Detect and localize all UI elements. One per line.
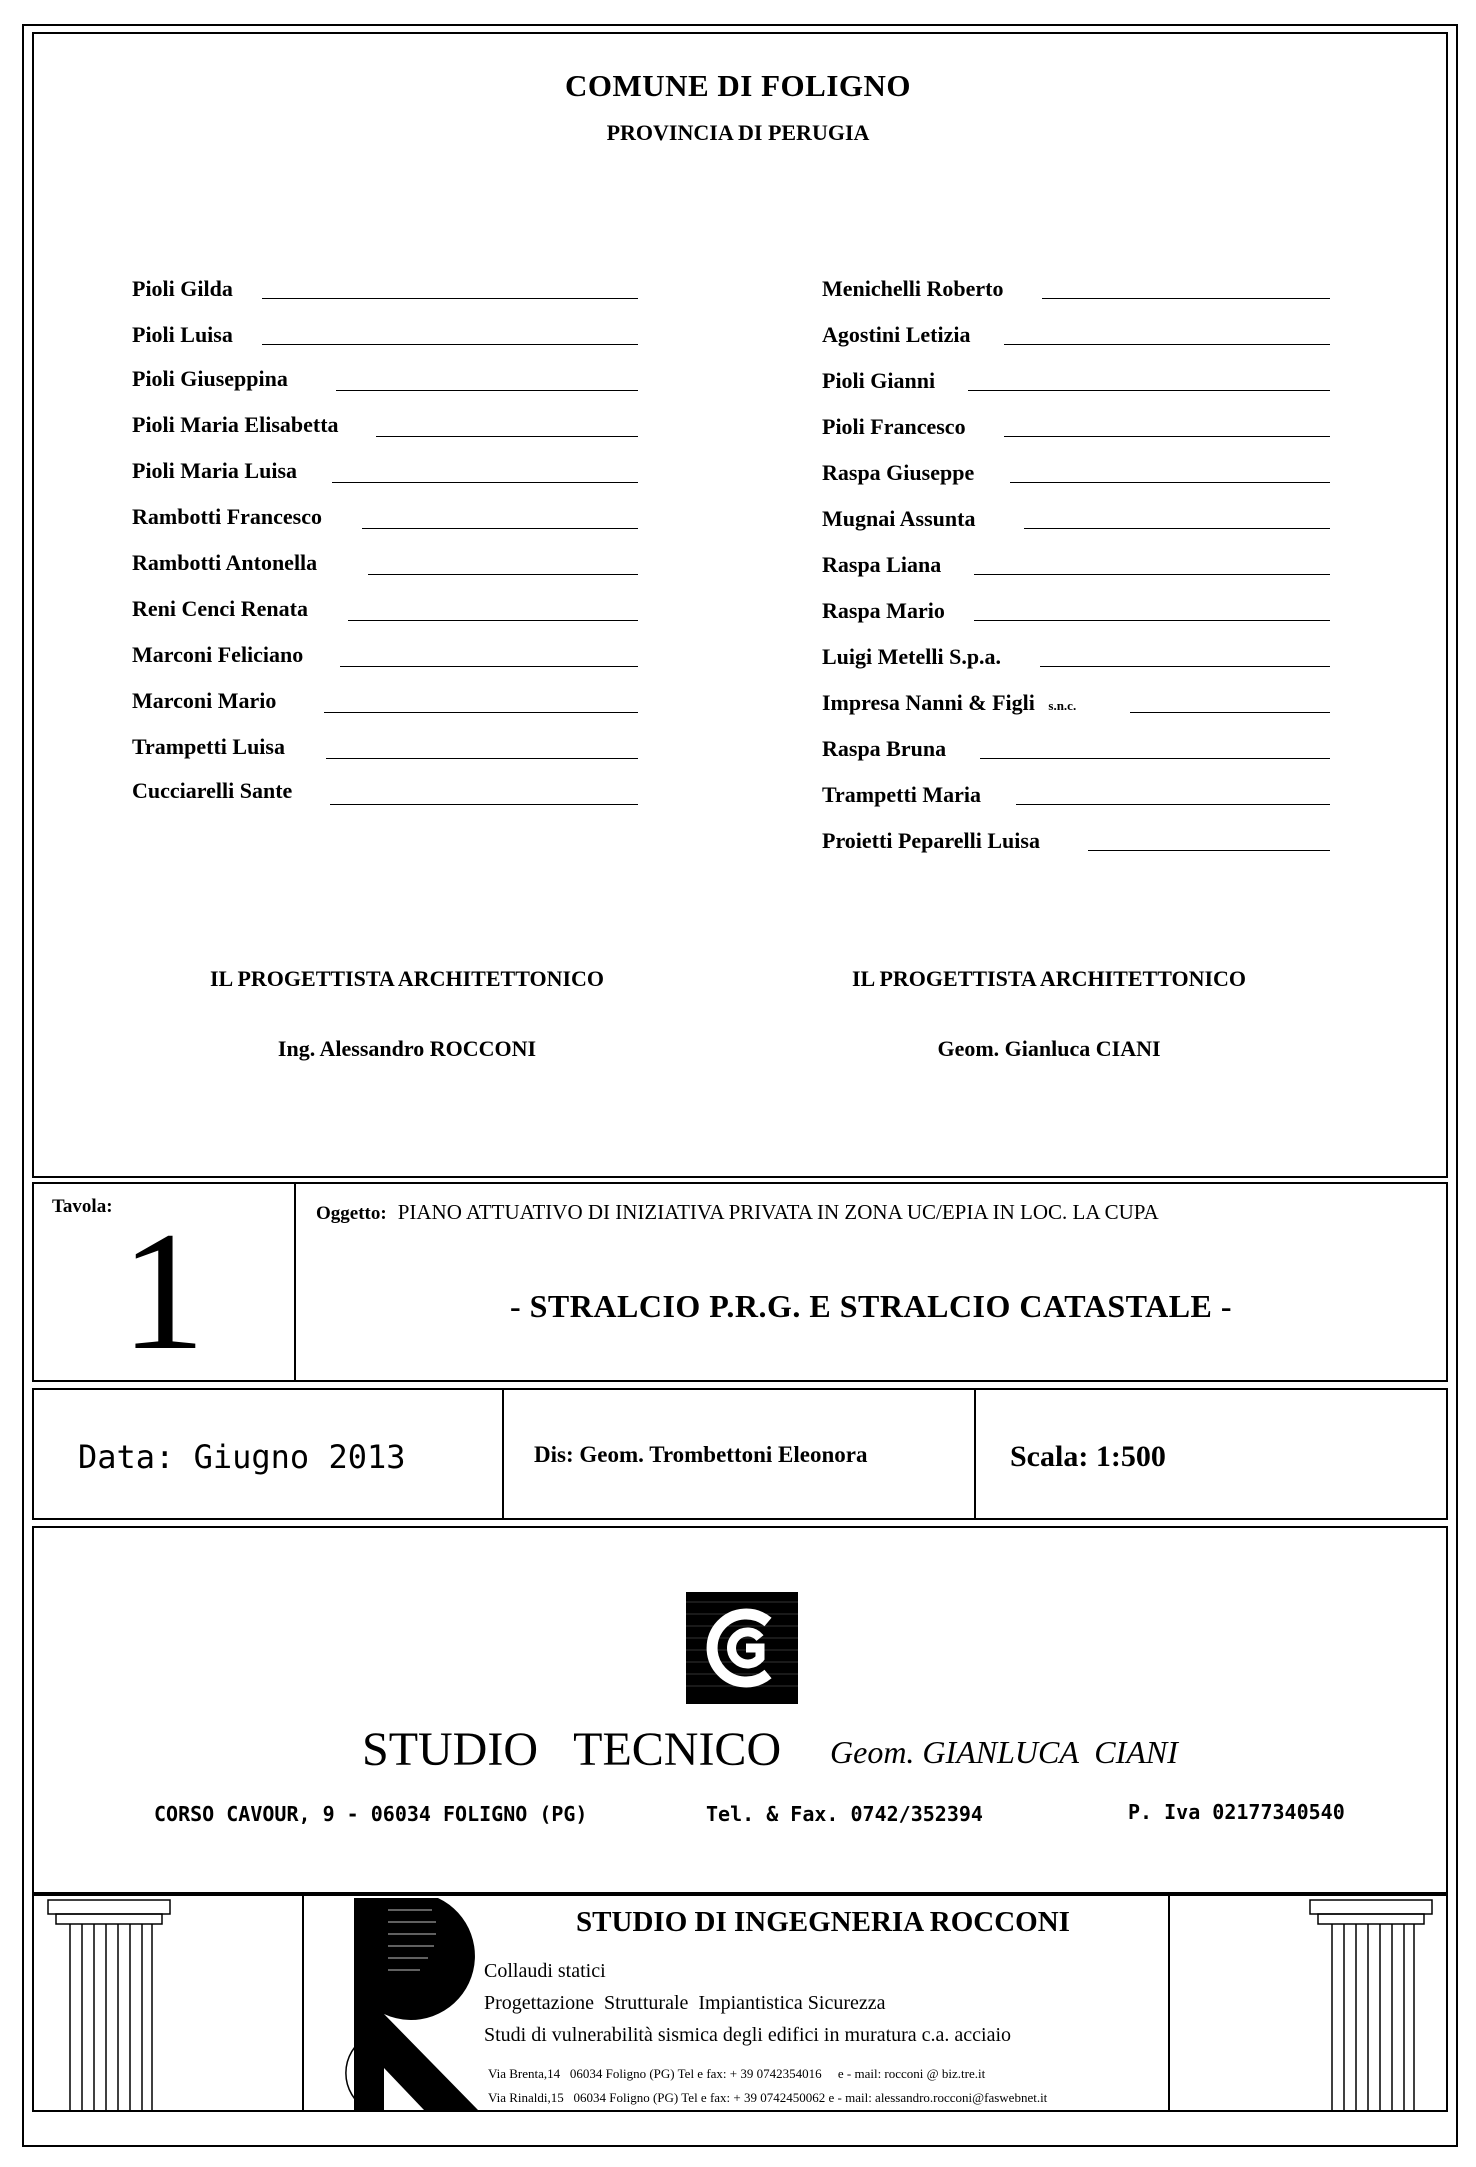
signature-line xyxy=(1130,712,1330,713)
signature-line xyxy=(1004,344,1330,345)
owner-signature-row: Agostini Letizia xyxy=(822,322,971,347)
rocconi-r-logo xyxy=(328,1898,478,2110)
owner-signature-row: Trampetti Luisa xyxy=(132,734,285,759)
engineering-line: Progettazione Strutturale Impiantistica Sicurezza xyxy=(484,1992,886,2014)
owner-signature-row: Luigi Metelli S.p.a. xyxy=(822,644,1002,669)
signature-line xyxy=(980,758,1330,759)
engineering-title: STUDIO DI INGEGNERIA ROCCONI xyxy=(576,1906,1070,1938)
engineering-address: Via Brenta,14 06034 Foligno (PG) Tel e fax: + 39 0742354016 e - mail: rocconi @ biz.tre.it xyxy=(488,2066,986,2081)
oggetto-line xyxy=(316,1200,1159,1225)
company-suffix: s.n.c. xyxy=(1048,698,1077,713)
drawing-scale: Scala: 1:500 xyxy=(1010,1440,1166,1473)
owner-signature-row: Marconi Mario xyxy=(132,688,277,713)
signature-line xyxy=(332,482,638,483)
signature-line xyxy=(1042,298,1330,299)
drawn-by: Dis: Geom. Trombettoni Eleonora xyxy=(534,1442,868,1467)
owner-signature-row: Raspa Giuseppe xyxy=(822,460,975,485)
engineering-divider xyxy=(1168,1894,1170,2112)
signature-line xyxy=(330,804,638,805)
owner-signature-row: Pioli Luisa xyxy=(132,322,233,347)
designer-left-name: Ing. Alessandro ROCCONI xyxy=(277,1036,537,1061)
owner-signature-row: Pioli Maria Luisa xyxy=(132,458,297,483)
municipality-title: COMUNE DI FOLIGNO xyxy=(564,68,912,103)
engineering-line: Collaudi statici xyxy=(484,1960,606,1982)
signature-line xyxy=(262,298,638,299)
tavola-label: Tavola: xyxy=(52,1196,113,1217)
column-left-icon xyxy=(46,1898,172,2110)
signature-line xyxy=(336,390,638,391)
signature-line xyxy=(974,574,1330,575)
info-divider xyxy=(974,1388,976,1520)
owner-signature-row: Raspa Mario xyxy=(822,598,945,623)
tavola-number: 1 xyxy=(120,1197,206,1385)
studio-vat: P. Iva 02177340540 xyxy=(1128,1800,1345,1824)
signature-line xyxy=(1088,850,1330,851)
signature-line xyxy=(1016,804,1330,805)
studio-owner: Geom. GIANLUCA CIANI xyxy=(830,1734,1178,1770)
studio-cg-logo xyxy=(686,1592,798,1704)
signature-line xyxy=(324,712,638,713)
signature-line xyxy=(1004,436,1330,437)
signature-line xyxy=(1024,528,1330,529)
title-block-divider xyxy=(294,1182,296,1382)
owner-signature-row: Pioli Gianni xyxy=(822,368,936,393)
owner-signature-row: Marconi Feliciano xyxy=(132,642,304,667)
signature-line xyxy=(362,528,638,529)
province-subtitle: PROVINCIA DI PERUGIA xyxy=(606,120,870,145)
owner-signature-row: Proietti Peparelli Luisa xyxy=(822,828,1040,853)
drawing-subject: - STRALCIO P.R.G. E STRALCIO CATASTALE - xyxy=(509,1288,1233,1324)
owner-signature-row: Trampetti Maria xyxy=(822,782,982,807)
owner-signature-row: Raspa Liana xyxy=(822,552,942,577)
owner-signature-row: Menichelli Roberto xyxy=(822,276,1004,301)
signature-line xyxy=(1010,482,1330,483)
info-divider xyxy=(502,1388,504,1520)
signature-line xyxy=(340,666,638,667)
owner-signature-row: Pioli Francesco xyxy=(822,414,966,439)
signature-line xyxy=(974,620,1330,621)
engineering-divider xyxy=(302,1894,304,2112)
owner-signature-row: Mugnai Assunta xyxy=(822,506,976,531)
owner-signature-row: Reni Cenci Renata xyxy=(132,596,308,621)
drawing-date: Data: Giugno 2013 xyxy=(78,1438,406,1476)
designer-right-name: Geom. Gianluca CIANI xyxy=(937,1036,1161,1061)
signature-line xyxy=(376,436,638,437)
oggetto-label: Oggetto: xyxy=(316,1203,387,1224)
studio-address: CORSO CAVOUR, 9 - 06034 FOLIGNO (PG) xyxy=(154,1802,588,1826)
owner-signature-row: Pioli Gilda xyxy=(132,276,233,301)
owner-signature-row: Pioli Maria Elisabetta xyxy=(132,412,339,437)
signature-line xyxy=(368,574,638,575)
studio-name: STUDIO TECNICO xyxy=(362,1723,782,1776)
owner-signature-row: Impresa Nanni & Figli s.n.c. xyxy=(822,690,1077,715)
studio-block xyxy=(32,1526,1448,1894)
owner-signature-row: Rambotti Antonella xyxy=(132,550,318,575)
engineering-line: Studi di vulnerabilità sismica degli edifici in muratura c.a. acciaio xyxy=(484,2024,1012,2046)
signature-line xyxy=(348,620,638,621)
signature-line xyxy=(1040,666,1330,667)
owner-signature-row: Cucciarelli Sante xyxy=(132,778,293,803)
oggetto-text: PIANO ATTUATIVO DI INIZIATIVA PRIVATA IN ZONA UC/EPIA IN LOC. LA CUPA xyxy=(397,1200,1159,1224)
column-right-icon xyxy=(1308,1898,1434,2110)
owner-signature-row: Pioli Giuseppina xyxy=(132,366,288,391)
owner-signature-row: Rambotti Francesco xyxy=(132,504,323,529)
signature-line xyxy=(326,758,638,759)
signature-line xyxy=(968,390,1330,391)
studio-phone: Tel. & Fax. 0742/352394 xyxy=(706,1802,983,1826)
designer-left-role: IL PROGETTISTA ARCHITETTONICO xyxy=(209,966,605,991)
engineering-address: Via Rinaldi,15 06034 Foligno (PG) Tel e fax: + 39 0742450062 e - mail: alessandro.rocconi@faswebnet.it xyxy=(488,2090,1048,2105)
signature-line xyxy=(262,344,638,345)
owner-signature-row: Raspa Bruna xyxy=(822,736,947,761)
designer-right-role: IL PROGETTISTA ARCHITETTONICO xyxy=(851,966,1247,991)
